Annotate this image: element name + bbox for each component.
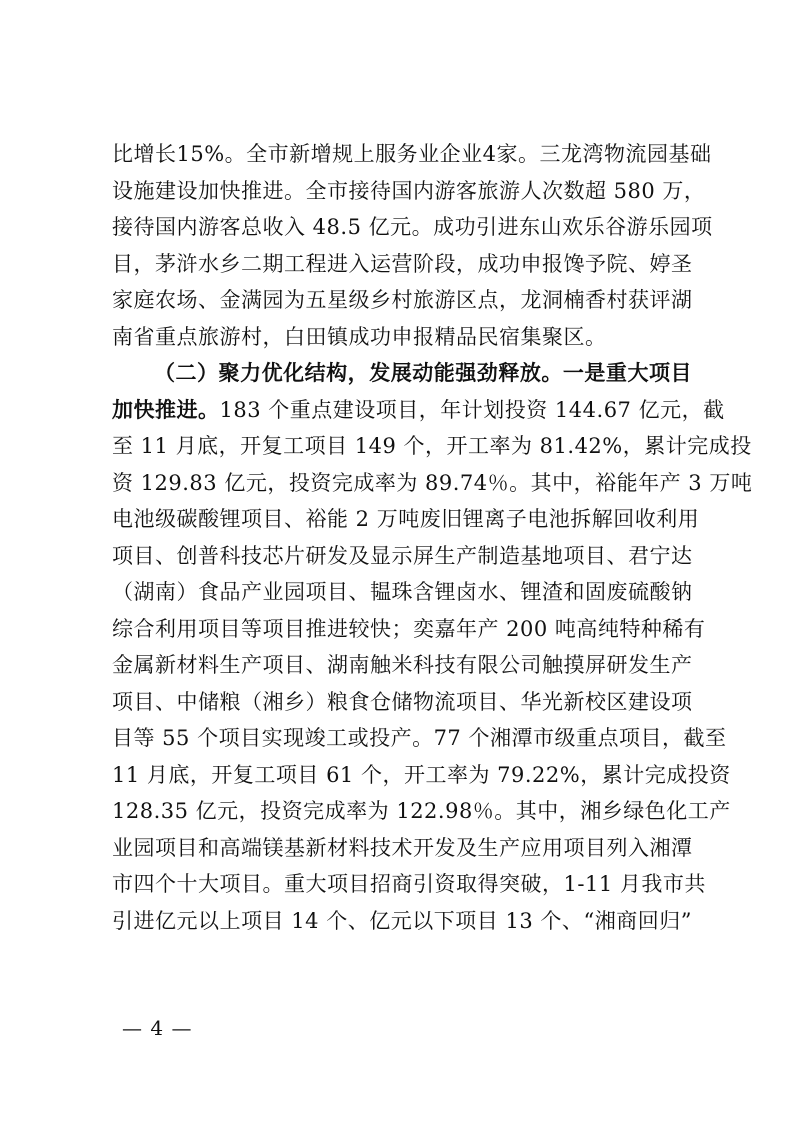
text-line: 引进亿元以上项目 14 个、亿元以下项目 13 个、“湘商回归”: [112, 908, 692, 933]
text-line: 项目、创普科技芯片研发及显示屏生产制造基地项目、君宁达: [112, 543, 693, 568]
text-line: 至 11 月底，开复工项目 149 个，开工率为 81.42%，累计完成投: [112, 434, 752, 458]
text-line: 项目、中储粮（湘乡）粮食仓储物流项目、华光新校区建设项: [112, 689, 693, 714]
text-line: 11 月底，开复工项目 61 个，开工率为 79.22%，累计完成投资: [112, 762, 731, 787]
text-line: 设施建设加快推进。全市接待国内游客旅游人次数超 580 万，: [112, 178, 706, 203]
text-line: 目，茅浒水乡二期工程进入运营阶段，成功申报馋予院、婷圣: [112, 251, 693, 276]
section-heading: （二）聚力优化结构，发展动能强劲释放。一是重大项目: [154, 360, 692, 385]
body-text: [112, 136, 753, 939]
text-line: [112, 392, 725, 429]
text-line: 金属新材料生产项目、湖南触米科技有限公司触摸屏研发生产: [112, 653, 693, 677]
text-line: 南省重点旅游村，白田镇成功申报精品民宿集聚区。: [112, 324, 607, 349]
text-line: 接待国内游客总收入 48.5 亿元。成功引进东山欢乐谷游乐园项: [112, 215, 713, 239]
text-line: 128.35 亿元，投资完成率为 122.98％。其中，湘乡绿色化工产: [112, 799, 731, 823]
text-line: 市四个十大项目。重大项目招商引资取得突破，1-11 月我市共: [112, 872, 706, 896]
section-heading-continuation: 加快推进。: [112, 396, 220, 422]
text-line: 电池级碳酸锂项目、裕能 2 万吨废旧锂离子电池拆解回收利用: [112, 507, 700, 531]
text-line: 综合利用项目等项目推进较快；奕嘉年产 200 吨高纯特种稀有: [112, 616, 706, 641]
page-number: — 4 —: [122, 1016, 193, 1040]
text-line: 比增长15%。全市新增规上服务业企业4家。三龙湾物流园基础: [112, 142, 712, 166]
text-line-rest: 183 个重点建设项目，年计划投资 144.67 亿元，截: [219, 397, 725, 422]
text-line: （湖南）食品产业园项目、韫珠含锂卤水、锂渣和固废硫酸钠: [112, 580, 693, 604]
text-line: 家庭农场、金满园为五星级乡村旅游区点，龙洞楠香村获评湖: [112, 288, 693, 312]
text-line: 资 129.83 亿元，投资完成率为 89.74％。其中，裕能年产 3 万吨: [112, 470, 753, 495]
text-line: 业园项目和高端镁基新材料技术开发及生产应用项目列入湘潭: [112, 835, 693, 860]
text-line: 目等 55 个项目实现竣工或投产。77 个湘潭市级重点项目，截至: [112, 726, 727, 750]
